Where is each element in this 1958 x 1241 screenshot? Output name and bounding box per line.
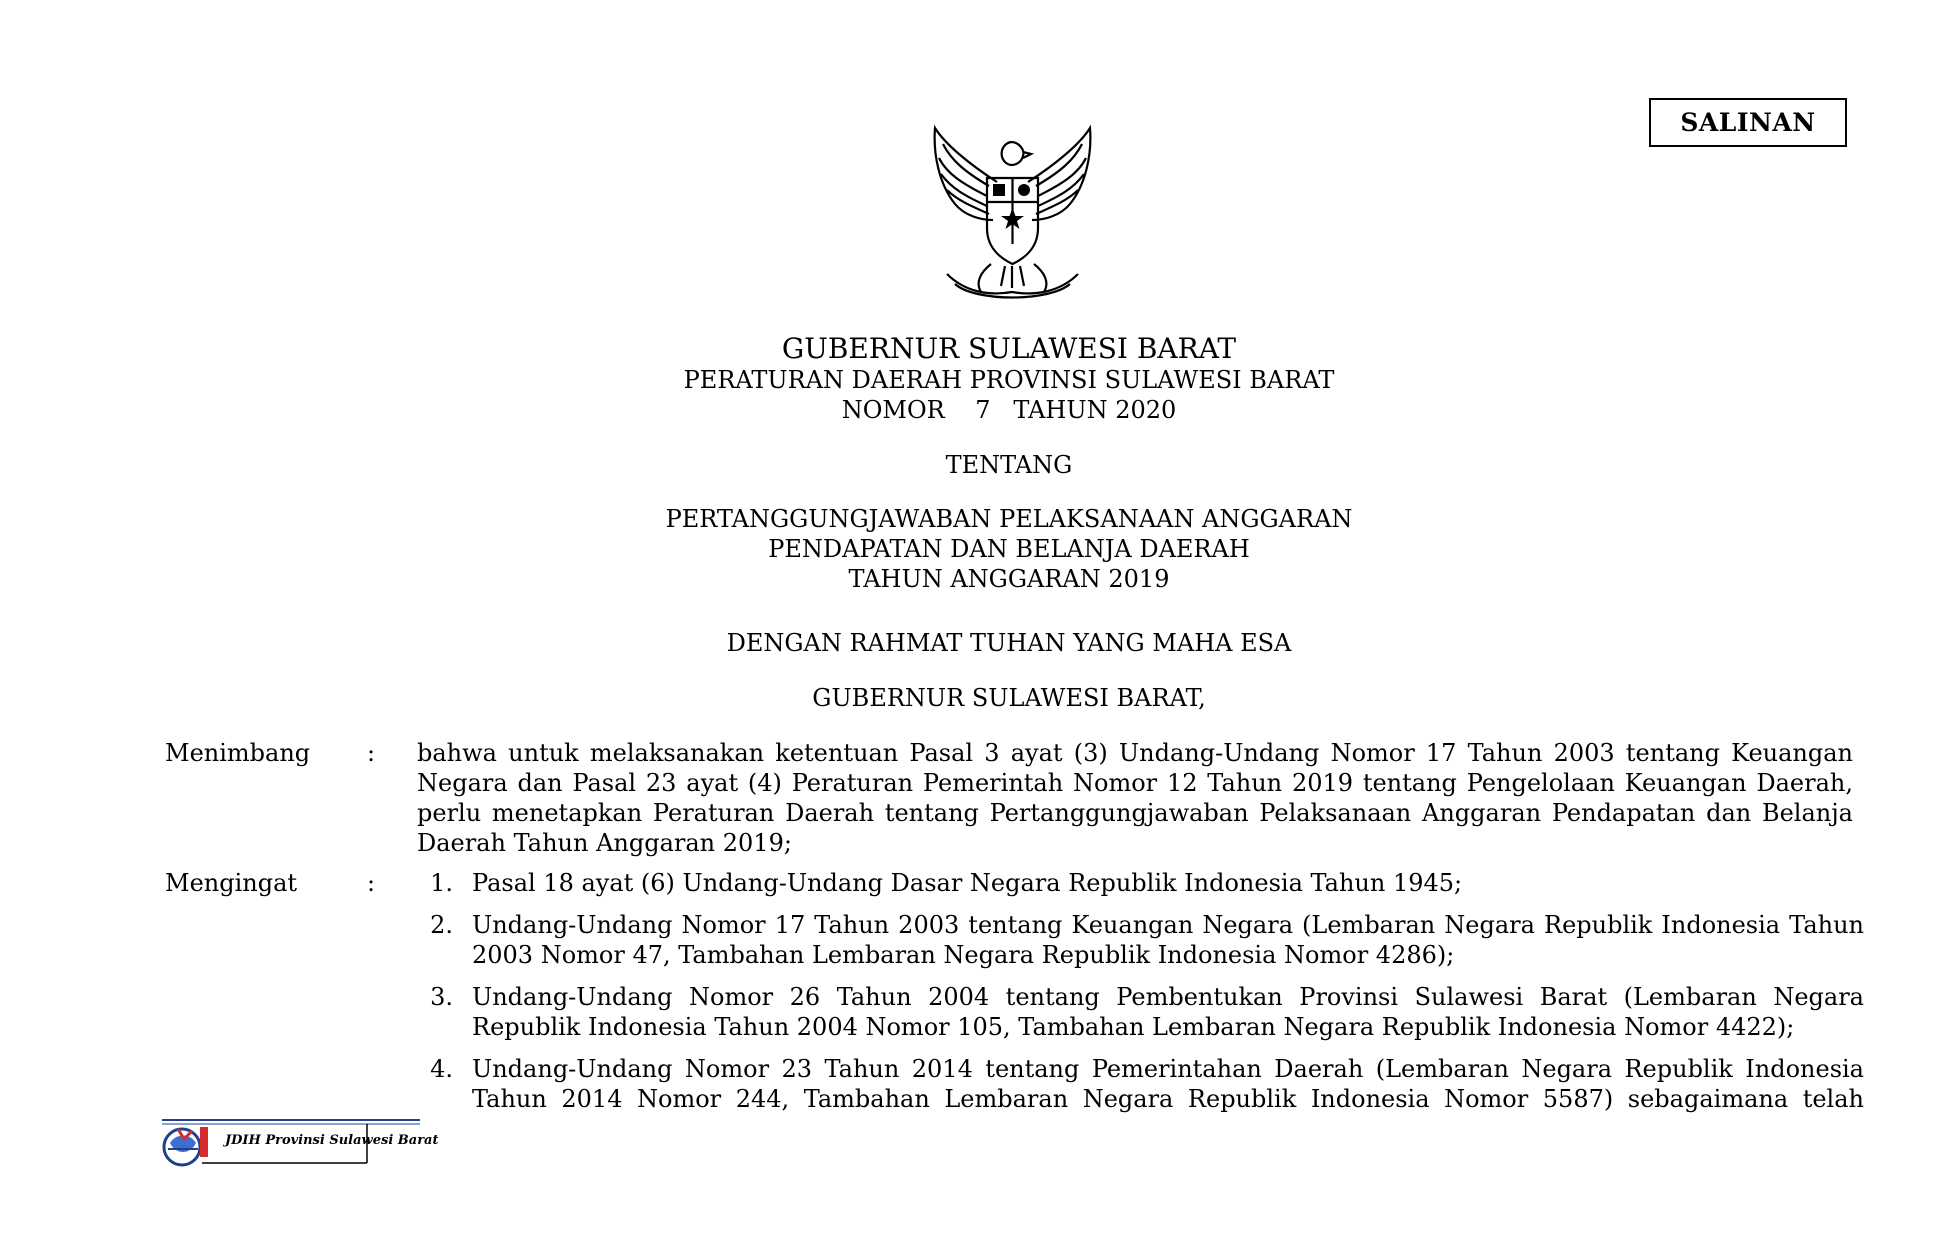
menimbang-colon: : [367,739,376,767]
mengingat-item-number: 4. [430,1055,453,1083]
regulation-type: PERATURAN DAERAH PROVINSI SULAWESI BARAT [683,366,1335,394]
mengingat-item-number: 3. [430,983,453,1011]
mengingat-item-text: Undang-Undang Nomor 26 Tahun 2004 tentang Pembentukan Provinsi Sulawesi Barat (Lembaran Negara Republik Indonesia Tahun 2004 Nomor 105, Tambahan Lembaran Negara Republik Indonesia Nomor 4422); [472,983,1864,1041]
mengingat-item-text: Undang-Undang Nomor 23 Tahun 2014 tentang Pemerintahan Daerah (Lembaran Negara Republik Indonesia Tahun 2014 Nomor 244, Tambahan Lembaran Negara Republik Indonesia Nomor 5587) sebagaimana telah [472,1055,1864,1113]
mengingat-item-text: Undang-Undang Nomor 17 Tahun 2003 tentang Keuangan Negara (Lembaran Negara Republik Indonesia Tahun 2003 Nomor 47, Tambahan Lembaran Negara Republik Indonesia Nomor 4286); [472,911,1864,969]
jdih-logo-text: JDIH Provinsi Sulawesi Barat [225,1133,439,1148]
subject-line-2: PENDAPATAN DAN BELANJA DAERAH [768,535,1250,563]
subject-line-3: TAHUN ANGGARAN 2019 [848,565,1170,593]
mengingat-item-text: Pasal 18 ayat (6) Undang-Undang Dasar Negara Republik Indonesia Tahun 1945; [472,869,1463,897]
mengingat-item-number: 1. [430,869,453,897]
garuda-emblem-icon [925,124,1100,307]
invocation: DENGAN RAHMAT TUHAN YANG MAHA ESA [726,629,1292,657]
regulation-number: NOMOR 7 TAHUN 2020 [841,396,1177,424]
mengingat-label: Mengingat [165,869,298,897]
about-heading: TENTANG [945,451,1073,479]
menimbang-label: Menimbang [165,739,311,767]
mengingat-colon: : [367,869,376,897]
governor-title: GUBERNUR SULAWESI BARAT [781,332,1237,365]
mengingat-item-number: 2. [430,911,453,939]
subject-line-1: PERTANGGUNGJAWABAN PELAKSANAAN ANGGARAN [665,505,1353,533]
menimbang-text: bahwa untuk melaksanakan ketentuan Pasal 3 ayat (3) Undang-Undang Nomor 17 Tahun 2003 tentang Keuangan Negara dan Pasal 23 ayat (4) Peraturan Pemerintah Nomor 12 Tahun 2019 tentang Pengelolaan Keuangan Daerah, perlu menetapkan Peraturan Daerah tentang Pertanggungjawaban Pelaksanaan Anggaran Pendapatan dan Belanja Daerah Tahun Anggaran 2019; [417,739,1853,857]
enactor: GUBERNUR SULAWESI BARAT, [812,684,1206,712]
salinan-stamp: SALINAN [1649,98,1847,147]
